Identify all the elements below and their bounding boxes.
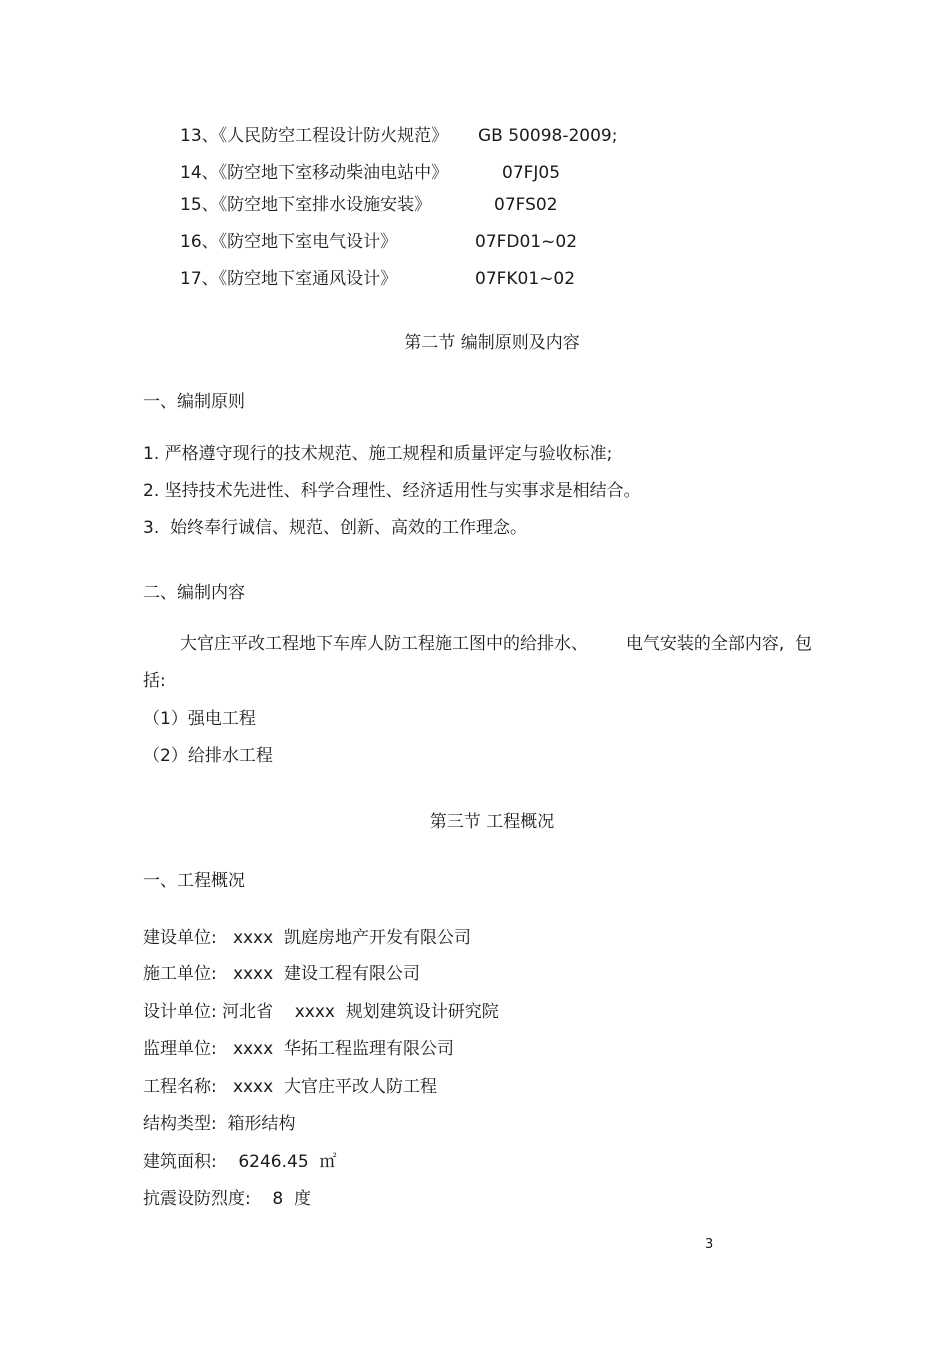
reference-14-code: 07FJ05 <box>502 163 561 183</box>
section-3-title: 第三节 工程概况 <box>429 812 555 832</box>
reference-13-code: GB 50098-2009; <box>478 126 618 146</box>
content-paragraph-line-2: 括: <box>143 671 166 691</box>
reference-17-name: 17、《防空地下室通风设计》 <box>180 269 398 289</box>
info-seismic-intensity: 抗震设防烈度: 8 度 <box>143 1189 311 1209</box>
section-2-part-1-heading: 一、编制原则 <box>143 392 245 412</box>
info-structure-type: 结构类型: 箱形结构 <box>143 1114 296 1134</box>
section-2-title: 第二节 编制原则及内容 <box>404 333 580 353</box>
content-paragraph-line-1: 大官庄平改工程地下车库人防工程施工图中的给排水、 电气安装的全部内容, 包 <box>180 634 813 654</box>
reference-16-code: 07FD01~02 <box>475 232 578 252</box>
info-constructor: 施工单位: xxxx 建设工程有限公司 <box>143 964 420 984</box>
info-building-area: 建筑面积: 6246.45 ㎡ <box>143 1152 337 1172</box>
reference-17-code: 07FK01~02 <box>475 269 576 289</box>
reference-13-name: 13、《人民防空工程设计防火规范》 <box>180 126 449 146</box>
section-3-part-1-heading: 一、工程概况 <box>143 871 245 891</box>
page-number: 3 <box>705 1237 714 1252</box>
content-item-2: （2）给排水工程 <box>143 746 273 766</box>
principle-1: 1. 严格遵守现行的技术规范、施工规程和质量评定与验收标准; <box>143 444 613 464</box>
info-builder: 建设单位: xxxx 凯庭房地产开发有限公司 <box>143 928 471 948</box>
info-project-name: 工程名称: xxxx 大官庄平改人防工程 <box>143 1077 437 1097</box>
info-designer: 设计单位: 河北省 xxxx 规划建筑设计研究院 <box>143 1002 499 1022</box>
reference-15-name: 15、《防空地下室排水设施安装》 <box>180 195 432 215</box>
content-item-1: （1）强电工程 <box>143 709 256 729</box>
principle-3: 3. 始终奉行诚信、规范、创新、高效的工作理念。 <box>143 518 528 538</box>
reference-15-code: 07FS02 <box>494 195 558 215</box>
info-supervisor: 监理单位: xxxx 华拓工程监理有限公司 <box>143 1039 454 1059</box>
principle-2: 2. 坚持技术先进性、科学合理性、经济适用性与实事求是相结合。 <box>143 481 641 501</box>
reference-16-name: 16、《防空地下室电气设计》 <box>180 232 398 252</box>
reference-14-name: 14、《防空地下室移动柴油电站中》 <box>180 163 449 183</box>
section-2-part-2-heading: 二、编制内容 <box>143 583 245 603</box>
